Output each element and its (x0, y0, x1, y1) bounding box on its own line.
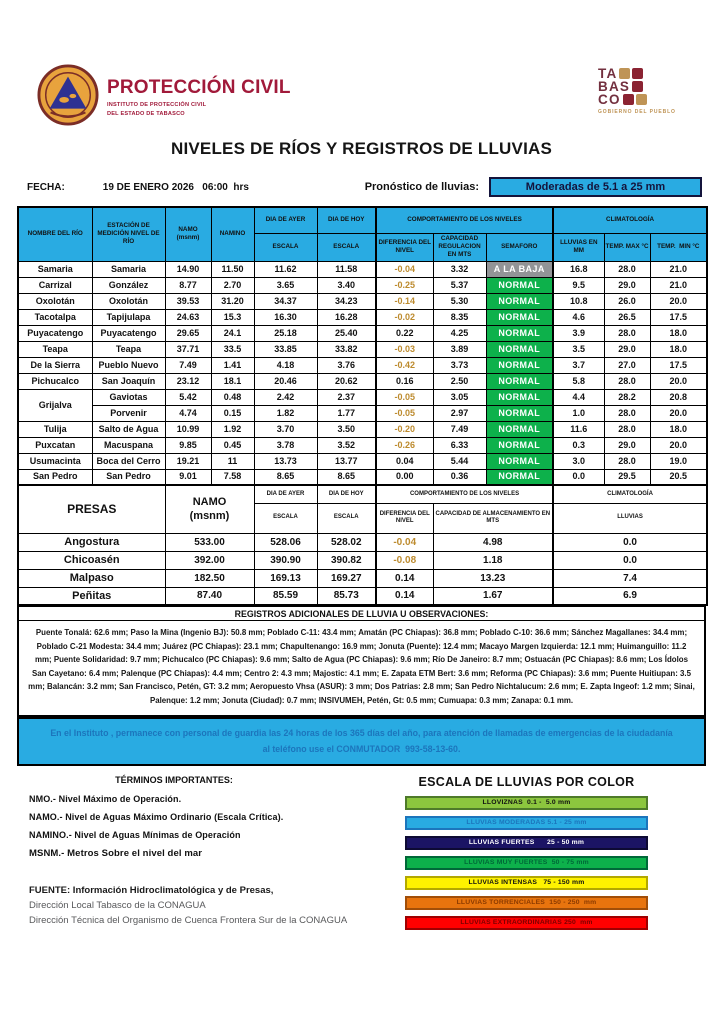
river-row (18, 405, 707, 421)
presas-table-header (18, 485, 707, 533)
river-row (18, 357, 707, 373)
river-row (18, 277, 707, 293)
escala-ayer-value: 25.18 (254, 325, 317, 341)
escala-hoy-value: 33.82 (317, 341, 376, 357)
presa-diferencia-value: 0.14 (376, 587, 433, 605)
namo-value: 5.42 (165, 389, 211, 405)
escala-hoy-value: 2.37 (317, 389, 376, 405)
semaforo-status: NORMAL (486, 325, 553, 341)
river-row (18, 309, 707, 325)
termino-item: NMO.- Nivel Máximo de Operación. (29, 793, 182, 804)
diferencia-value: 0.00 (376, 469, 433, 485)
namo-value: 24.63 (165, 309, 211, 325)
river-row (18, 437, 707, 453)
namo-value: 14.90 (165, 261, 211, 277)
escala-hoy-value: 3.52 (317, 437, 376, 453)
col-header-lluvias: LLUVIAS EN MM (553, 233, 604, 261)
header (17, 64, 706, 134)
guardia-notice: En el Instituto , permanece con personal de guardia las 24 horas de los 365 días del año, para atención de llamadas de emergencias de la ciudadanía al teléfono use el CONMUTADOR 993-58-13-60. (17, 717, 706, 766)
fecha-value: 19 DE ENERO 2026 06:00 hrs (102, 181, 249, 193)
escala-bar: LLUVIAS FUERTES 25 - 50 mm (405, 836, 648, 850)
river-row (18, 389, 707, 405)
escala-hoy-value: 16.28 (317, 309, 376, 325)
meta-row (27, 176, 702, 198)
registros-section (17, 606, 706, 717)
tmin-value: 20.8 (650, 389, 707, 405)
river-name: Usumacinta (18, 453, 92, 469)
station-name: González (92, 277, 165, 293)
tmax-value: 28.0 (604, 453, 650, 469)
namo-value: 37.71 (165, 341, 211, 357)
tmin-value: 20.0 (650, 437, 707, 453)
tmax-value: 26.0 (604, 293, 650, 309)
capacidad-value: 5.30 (433, 293, 486, 309)
tmax-value: 26.5 (604, 309, 650, 325)
station-name: San Pedro (92, 469, 165, 485)
river-name: Samaria (18, 261, 92, 277)
namino-value: 11 (211, 453, 254, 469)
river-name: Pichucalco (18, 373, 92, 389)
namo-value: 9.01 (165, 469, 211, 485)
tabasco-caption: GOBIERNO DEL PUEBLO (598, 109, 676, 115)
river-row (18, 325, 707, 341)
presa-lluvias-value: 7.4 (553, 569, 707, 587)
fuente-line: Dirección Técnica del Organismo de Cuenca Frontera Sur de la CONAGUA (29, 914, 348, 926)
presa-row (18, 533, 707, 551)
tmin-value: 17.5 (650, 309, 707, 325)
presas-header-escala-ayer: ESCALA (254, 503, 317, 533)
tmax-value: 29.5 (604, 469, 650, 485)
col-header-climatologia: CLIMATOLOGÍA (553, 207, 707, 233)
diferencia-value: -0.05 (376, 405, 433, 421)
escala-hoy-value: 3.50 (317, 421, 376, 437)
diferencia-value: -0.42 (376, 357, 433, 373)
semaforo-status: NORMAL (486, 309, 553, 325)
lluvias-value: 9.5 (553, 277, 604, 293)
lluvias-value: 0.0 (553, 469, 604, 485)
namino-value: 31.20 (211, 293, 254, 309)
semaforo-status: NORMAL (486, 389, 553, 405)
presas-header-climatologia: CLIMATOLOGÍA (553, 485, 707, 503)
col-header-hoy: DIA DE HOY (317, 207, 376, 233)
namino-value: 1.41 (211, 357, 254, 373)
presas-table-body (18, 533, 707, 605)
station-name: Macuspana (92, 437, 165, 453)
tmax-value: 28.0 (604, 261, 650, 277)
col-header-escala-ayer: ESCALA (254, 233, 317, 261)
semaforo-status: NORMAL (486, 341, 553, 357)
namino-value: 2.70 (211, 277, 254, 293)
presa-row (18, 551, 707, 569)
proteccion-civil-text (107, 64, 291, 126)
presas-header-comportamiento: COMPORTAMIENTO DE LOS NIVELES (376, 485, 553, 503)
tabasco-logo-tile (632, 68, 643, 79)
pronostico-label: Pronóstico de lluvias: (364, 181, 479, 193)
station-name: Salto de Agua (92, 421, 165, 437)
river-name: Puyacatengo (18, 325, 92, 341)
capacidad-value: 3.89 (433, 341, 486, 357)
tmax-value: 28.0 (604, 325, 650, 341)
tmin-value: 20.0 (650, 293, 707, 309)
presa-hoy-value: 85.73 (317, 587, 376, 605)
escala-hoy-value: 13.77 (317, 453, 376, 469)
river-row (18, 293, 707, 309)
escala-ayer-value: 11.62 (254, 261, 317, 277)
namino-value: 33.5 (211, 341, 254, 357)
escala-ayer-value: 2.42 (254, 389, 317, 405)
escala-bars (405, 796, 655, 930)
tabasco-word-line1: TA (598, 65, 618, 81)
col-header-estacion: ESTACIÓN DE MEDICIÓN NIVEL DE RÍO (92, 207, 165, 261)
namino-value: 15.3 (211, 309, 254, 325)
diferencia-value: 0.22 (376, 325, 433, 341)
river-row (18, 421, 707, 437)
tmin-value: 18.0 (650, 421, 707, 437)
tmax-value: 27.0 (604, 357, 650, 373)
terminos-list (29, 794, 405, 859)
tabasco-word-line3: CO (598, 91, 621, 107)
namino-value: 24.1 (211, 325, 254, 341)
station-name: Puyacatengo (92, 325, 165, 341)
col-header-namo: NAMO (msnm) (165, 207, 211, 261)
river-name: Oxolotán (18, 293, 92, 309)
tmax-value: 28.0 (604, 373, 650, 389)
lluvias-value: 0.3 (553, 437, 604, 453)
lluvias-value: 10.8 (553, 293, 604, 309)
presa-name: Malpaso (18, 569, 165, 587)
org-subtitle-line1: INSTITUTO DE PROTECCIÓN CIVIL (107, 102, 207, 108)
tabasco-logo-tile (636, 94, 647, 105)
tmax-value: 28.0 (604, 405, 650, 421)
semaforo-status: NORMAL (486, 357, 553, 373)
diferencia-value: -0.25 (376, 277, 433, 293)
tmin-value: 20.0 (650, 405, 707, 421)
col-header-escala-hoy: ESCALA (317, 233, 376, 261)
tmin-value: 19.0 (650, 453, 707, 469)
presa-namo-value: 87.40 (165, 587, 254, 605)
namo-value: 9.85 (165, 437, 211, 453)
river-name: Tacotalpa (18, 309, 92, 325)
tabasco-logo-tile (623, 94, 634, 105)
presas-header-escala-hoy: ESCALA (317, 503, 376, 533)
presa-capacidad-value: 4.98 (433, 533, 553, 551)
presa-capacidad-value: 1.18 (433, 551, 553, 569)
escala-ayer-value: 1.82 (254, 405, 317, 421)
capacidad-value: 2.50 (433, 373, 486, 389)
presa-diferencia-value: -0.08 (376, 551, 433, 569)
presa-namo-value: 533.00 (165, 533, 254, 551)
namino-value: 18.1 (211, 373, 254, 389)
presa-diferencia-value: -0.04 (376, 533, 433, 551)
river-row (18, 469, 707, 485)
escala-hoy-value: 11.58 (317, 261, 376, 277)
capacidad-value: 5.44 (433, 453, 486, 469)
escala-ayer-value: 4.18 (254, 357, 317, 373)
escala-ayer-value: 3.65 (254, 277, 317, 293)
diferencia-value: -0.26 (376, 437, 433, 453)
capacidad-value: 3.05 (433, 389, 486, 405)
namo-value: 29.65 (165, 325, 211, 341)
diferencia-value: -0.03 (376, 341, 433, 357)
tmax-value: 29.0 (604, 277, 650, 293)
diferencia-value: -0.20 (376, 421, 433, 437)
tmin-value: 20.0 (650, 373, 707, 389)
presa-ayer-value: 528.06 (254, 533, 317, 551)
col-header-namino: NAMINO (211, 207, 254, 261)
river-row (18, 453, 707, 469)
presas-header-capacidad: CAPACIDAD DE ALMACENAMIENTO EN MTS (433, 503, 553, 533)
station-name: Pueblo Nuevo (92, 357, 165, 373)
col-header-rio: NOMBRE DEL RÍO (18, 207, 92, 261)
station-name: Oxolotán (92, 293, 165, 309)
namino-value: 0.48 (211, 389, 254, 405)
escala-hoy-value: 34.23 (317, 293, 376, 309)
org-subtitle-line2: DEL ESTADO DE TABASCO (107, 110, 185, 117)
col-header-comportamiento: COMPORTAMIENTO DE LOS NIVELES (376, 207, 553, 233)
escala-ayer-value: 33.85 (254, 341, 317, 357)
namino-value: 1.92 (211, 421, 254, 437)
fecha-label: FECHA: (27, 181, 65, 193)
lluvias-value: 5.8 (553, 373, 604, 389)
fuente-title: FUENTE: Información Hidroclimatológica y de Presas, (29, 884, 274, 896)
fuente-section (29, 885, 405, 926)
escala-ayer-value: 8.65 (254, 469, 317, 485)
presa-row (18, 569, 707, 587)
capacidad-value: 7.49 (433, 421, 486, 437)
lluvias-value: 1.0 (553, 405, 604, 421)
escala-ayer-value: 3.70 (254, 421, 317, 437)
col-header-semaforo: SEMAFORO (486, 233, 553, 261)
diferencia-value: -0.05 (376, 389, 433, 405)
diferencia-value: 0.16 (376, 373, 433, 389)
river-name: De la Sierra (18, 357, 92, 373)
lluvias-value: 3.9 (553, 325, 604, 341)
presa-lluvias-value: 0.0 (553, 551, 707, 569)
presas-header-namo: NAMO (msnm) (165, 485, 254, 533)
pronostico-value-badge: Moderadas de 5.1 a 25 mm (489, 177, 702, 197)
capacidad-value: 4.25 (433, 325, 486, 341)
tmin-value: 18.0 (650, 325, 707, 341)
escala-hoy-value: 3.76 (317, 357, 376, 373)
presa-ayer-value: 85.59 (254, 587, 317, 605)
lluvias-value: 16.8 (553, 261, 604, 277)
presa-lluvias-value: 6.9 (553, 587, 707, 605)
proteccion-civil-logo-icon (37, 64, 99, 126)
presa-ayer-value: 390.90 (254, 551, 317, 569)
org-name: PROTECCIÓN CIVIL (107, 77, 291, 98)
escala-hoy-value: 3.40 (317, 277, 376, 293)
tmin-value: 20.5 (650, 469, 707, 485)
escala-hoy-value: 8.65 (317, 469, 376, 485)
escala-ayer-value: 13.73 (254, 453, 317, 469)
namino-value: 0.45 (211, 437, 254, 453)
presas-header-ayer: DIA DE AYER (254, 485, 317, 503)
tmax-value: 28.0 (604, 421, 650, 437)
semaforo-status: NORMAL (486, 293, 553, 309)
escala-ayer-value: 34.37 (254, 293, 317, 309)
river-row (18, 373, 707, 389)
bottom-section (17, 775, 706, 936)
semaforo-status: NORMAL (486, 405, 553, 421)
lluvias-value: 3.5 (553, 341, 604, 357)
presas-header-lluvias: LLUVIAS (553, 503, 707, 533)
lluvias-value: 3.0 (553, 453, 604, 469)
tmax-value: 28.2 (604, 389, 650, 405)
semaforo-status: NORMAL (486, 469, 553, 485)
semaforo-status: NORMAL (486, 437, 553, 453)
station-name: San Joaquín (92, 373, 165, 389)
col-header-capacidad: CAPACIDAD REGULACION EN MTS (433, 233, 486, 261)
tmax-value: 29.0 (604, 341, 650, 357)
river-name: Teapa (18, 341, 92, 357)
lluvias-value: 4.4 (553, 389, 604, 405)
rivers-table-body (18, 261, 707, 485)
termino-item: NAMINO.- Nivel de Aguas Mínimas de Operación (29, 829, 241, 840)
presa-name: Angostura (18, 533, 165, 551)
diferencia-value: 0.04 (376, 453, 433, 469)
presa-hoy-value: 390.82 (317, 551, 376, 569)
station-name: Teapa (92, 341, 165, 357)
capacidad-value: 0.36 (433, 469, 486, 485)
termino-item: NAMO.- Nivel de Aguas Máximo Ordinario (Escala Crítica). (29, 811, 284, 822)
station-name: Gaviotas (92, 389, 165, 405)
semaforo-status: NORMAL (486, 373, 553, 389)
col-header-tmin: TEMP. MIN °C (650, 233, 707, 261)
escala-bar: LLUVIAS TORRENCIALES 150 - 250 mm (405, 896, 648, 910)
river-row (18, 341, 707, 357)
namo-value: 8.77 (165, 277, 211, 293)
namo-value: 7.49 (165, 357, 211, 373)
presa-name: Chicoasén (18, 551, 165, 569)
namino-value: 11.50 (211, 261, 254, 277)
namo-value: 19.21 (165, 453, 211, 469)
col-header-tmax: TEMP. MAX °C (604, 233, 650, 261)
presa-capacidad-value: 1.67 (433, 587, 553, 605)
col-header-ayer: DIA DE AYER (254, 207, 317, 233)
escala-hoy-value: 1.77 (317, 405, 376, 421)
station-name: Tapijulapa (92, 309, 165, 325)
tmin-value: 17.5 (650, 357, 707, 373)
tabasco-logo-tile (632, 81, 643, 92)
capacidad-value: 3.73 (433, 357, 486, 373)
presa-diferencia-value: 0.14 (376, 569, 433, 587)
presas-header-diferencia: DIFERENCIA DEL NIVEL (376, 503, 433, 533)
river-name: Carrizal (18, 277, 92, 293)
semaforo-status: A LA BAJA (486, 261, 553, 277)
river-row (18, 261, 707, 277)
namo-value: 4.74 (165, 405, 211, 421)
tabasco-logo-tile (619, 68, 630, 79)
fuente-line: Dirección Local Tabasco de la CONAGUA (29, 899, 206, 911)
semaforo-status: NORMAL (486, 453, 553, 469)
capacidad-value: 6.33 (433, 437, 486, 453)
escala-hoy-value: 25.40 (317, 325, 376, 341)
capacidad-value: 3.32 (433, 261, 486, 277)
escala-title: ESCALA DE LLUVIAS POR COLOR (418, 774, 635, 789)
escala-section (405, 775, 655, 936)
namo-value: 10.99 (165, 421, 211, 437)
presas-header-label: PRESAS (18, 485, 165, 533)
tabasco-logo (598, 64, 694, 115)
river-name: Puxcatan (18, 437, 92, 453)
presa-namo-value: 182.50 (165, 569, 254, 587)
rivers-and-presas-table (17, 206, 708, 606)
presa-hoy-value: 169.27 (317, 569, 376, 587)
registros-text: Puente Tonalá: 62.6 mm; Paso la Mina (Ingenio BJ): 50.8 mm; Poblado C-11: 43.4 mm; Amatán (PC Chiapas): 36.8 mm; Poblado C-10: 36.6 mm; Sánchez Magallanes: 34.4 mm; Poblado C-21 Modesta: 34.4 mm; Juárez (PC Chiapas): 23.1 mm; Chapultenango: 16.9 mm; Jonuta (Puente): 12.4 mm; Macayo Margen Izquierda: 12.1 mm; Huimanguillo: 11.2 mm; Puente Solidaridad: 9.7 mm; Pichucalco (PC Chiapas): 9.6 mm; Salto de Agua (PC Chiapas): 9.6 mm; Río De Janeiro: 8.7 mm; Ostuacán (PC Chiapas): 8.6 mm; Los Ídolos San Cayetano: 6.4 mm; Palenque (PC Chiapas): 4.4 mm; Centro 2: 4.3 mm; Majostic: 4.1 mm; E. Zapata ETM Bert: 3.6 mm; Reforma (PC Chiapas): 3.6 mm; Puente Huitiupan: 3.5 mm; Balancán: 3.2 mm; San Francisco, Petén, GT: 3.2 mm; Aeropuesto Vhsa (ASUR): 3 mm; Dos Patrias: 2.8 mm; San Pedro Nichtalucum: 2.6 mm; E. Zapta Ingeof: 1.2 mm; Sinai, Palenque: 1.2 mm; Jonuta (Ciudad): 0.7 mm; INSIVUMEH, Petén, Gt: 0.5 mm; Cumuapa: 0.3 mm; Zanapa: 0.1 mm. (28, 628, 695, 705)
namino-value: 7.58 (211, 469, 254, 485)
lluvias-value: 3.7 (553, 357, 604, 373)
escala-hoy-value: 20.62 (317, 373, 376, 389)
page-title: NIVELES DE RÍOS Y REGISTROS DE LLUVIAS (170, 139, 553, 158)
escala-bar: LLOVIZNAS 0.1 - 5.0 mm (405, 796, 648, 810)
presa-capacidad-value: 13.23 (433, 569, 553, 587)
tmax-value: 29.0 (604, 437, 650, 453)
fuente-lines (29, 900, 405, 926)
station-name: Boca del Cerro (92, 453, 165, 469)
escala-ayer-value: 3.78 (254, 437, 317, 453)
escala-bar: LLUVIAS MUY FUERTES 50 - 75 mm (405, 856, 648, 870)
escala-bar: LLUVIAS EXTRAORDINARIAS 250 mm (405, 916, 648, 930)
capacidad-value: 8.35 (433, 309, 486, 325)
capacidad-value: 5.37 (433, 277, 486, 293)
escala-ayer-value: 20.46 (254, 373, 317, 389)
tmin-value: 18.0 (650, 341, 707, 357)
diferencia-value: -0.02 (376, 309, 433, 325)
presa-name: Peñitas (18, 587, 165, 605)
river-name: San Pedro (18, 469, 92, 485)
station-name: Porvenir (92, 405, 165, 421)
presa-row (18, 587, 707, 605)
terminos-title: TÉRMINOS IMPORTANTES: (115, 774, 233, 785)
lluvias-value: 4.6 (553, 309, 604, 325)
termino-item: MSNM.- Metros Sobre el nivel del mar (29, 847, 203, 859)
presa-hoy-value: 528.02 (317, 533, 376, 551)
tabasco-word-line2: BAS (598, 78, 631, 94)
presa-namo-value: 392.00 (165, 551, 254, 569)
terminos-section (17, 775, 405, 936)
river-name: Grijalva (18, 389, 92, 421)
col-header-diferencia: DIFERENCIA DEL NIVEL (376, 233, 433, 261)
escala-bar: LLUVIAS MODERADAS 5.1 - 25 mm (405, 816, 648, 830)
diferencia-value: -0.14 (376, 293, 433, 309)
namo-value: 39.53 (165, 293, 211, 309)
capacidad-value: 2.97 (433, 405, 486, 421)
semaforo-status: NORMAL (486, 421, 553, 437)
registros-title: REGISTROS ADICIONALES DE LLUVIA U OBSERVACIONES: (19, 607, 704, 621)
escala-bar: LLUVIAS INTENSAS 75 - 150 mm (405, 876, 648, 890)
proteccion-civil-brand (37, 64, 291, 126)
semaforo-status: NORMAL (486, 277, 553, 293)
tmin-value: 21.0 (650, 277, 707, 293)
namo-value: 23.12 (165, 373, 211, 389)
rivers-table-header (18, 207, 707, 261)
river-name: Tulija (18, 421, 92, 437)
presas-header-hoy: DIA DE HOY (317, 485, 376, 503)
presa-ayer-value: 169.13 (254, 569, 317, 587)
station-name: Samaria (92, 261, 165, 277)
namino-value: 0.15 (211, 405, 254, 421)
escala-ayer-value: 16.30 (254, 309, 317, 325)
diferencia-value: -0.04 (376, 261, 433, 277)
tmin-value: 21.0 (650, 261, 707, 277)
presa-lluvias-value: 0.0 (553, 533, 707, 551)
lluvias-value: 11.6 (553, 421, 604, 437)
